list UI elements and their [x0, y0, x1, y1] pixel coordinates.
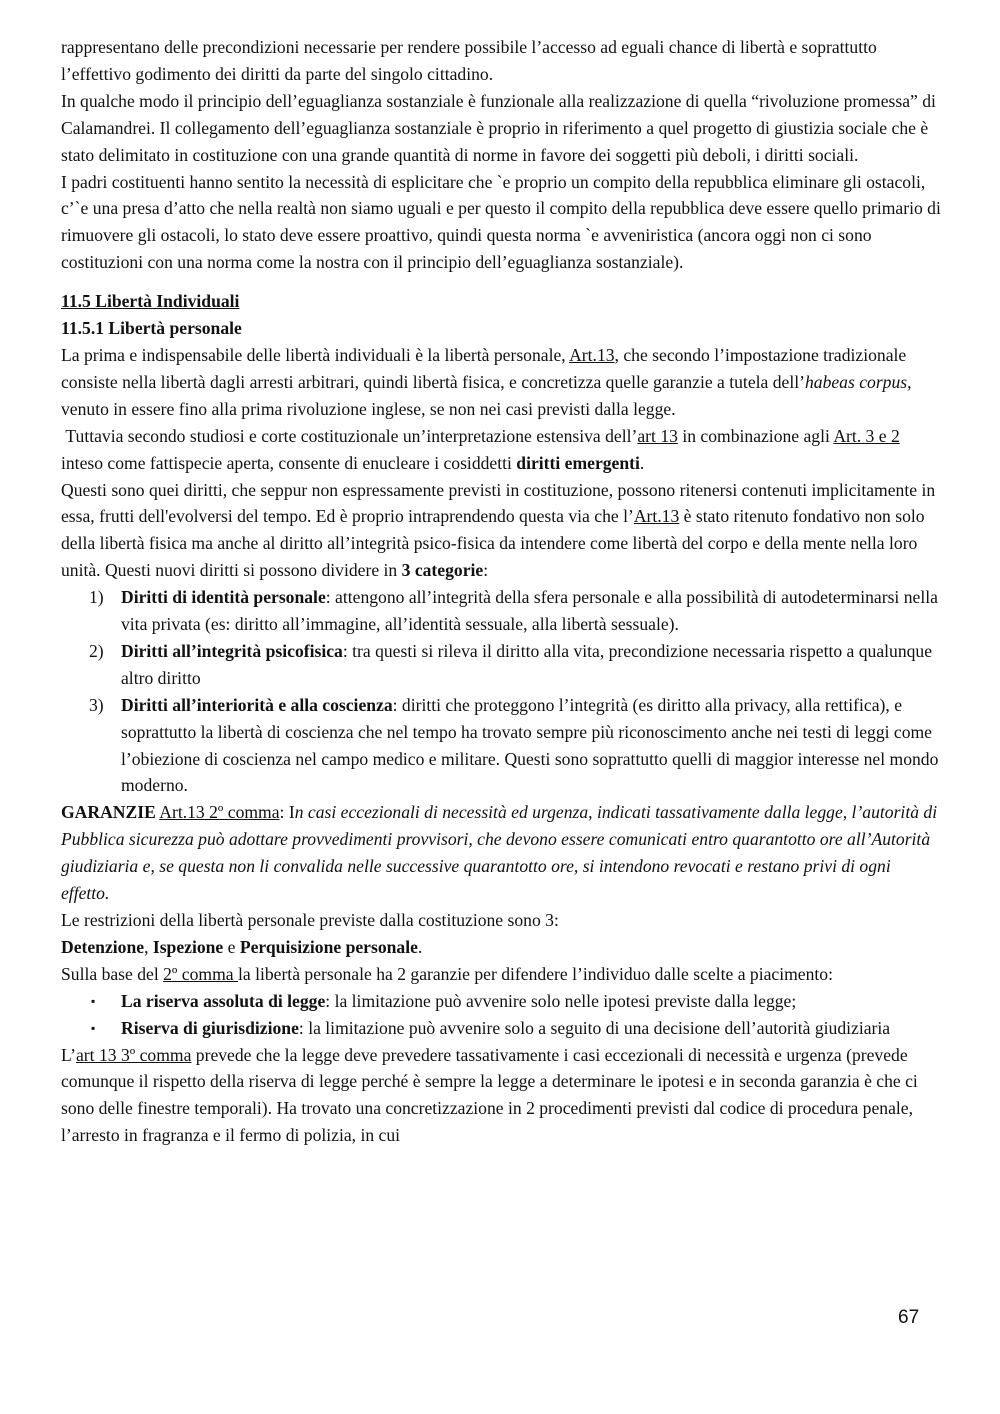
bold-term: Diritti di identità personale [121, 587, 326, 608]
text: Le restrizioni della libertà personale previste dalla costituzione sono 3: [61, 910, 559, 930]
bold-term: La riserva assoluta di legge [121, 990, 326, 1011]
text: e [223, 936, 240, 957]
subsection-heading: 11.5.1 Libertà personale [61, 318, 242, 339]
text: Sulla base del [61, 963, 164, 984]
list-item [61, 988, 941, 1015]
text: In qualche modo il principio dell’eguaglianza sostanziale è funzionale alla realizzazione di quella “rivoluzione promessa” di Calamandrei. Il collegamento dell’eguaglianza sostanziale è proprio in riferimento a quel progetto di giustizia sociale che è stato delimitato in costituzione con una grande quantità di norme in favore dei soggetti più deboli, i diritti sociali. [61, 90, 936, 165]
bold-term: diritti emergenti [516, 452, 640, 473]
page-number: 67 [898, 1307, 920, 1328]
text: in combinazione agli [677, 425, 834, 446]
categories-list [61, 584, 941, 799]
text: prevede che la legge deve prevedere tassativamente i casi eccezionali di necessità e urgenza (prevede comunque il rispetto della riserva di legge perché è sempre la legge a determinare le ipotesi e in seconda garanzia è che ci sono delle finestre temporali). Ha trovato una concretizzazione in 2 procedimenti previsti dal codice di procedura penale, l’arresto in fragranza e il fermo di polizia, in cui [61, 1044, 918, 1146]
paragraph-diritti-emergenti [61, 423, 941, 477]
text: inteso come fattispecie aperta, consente di enucleare i cosiddetti [61, 452, 517, 473]
bold-term: Diritti all’integrità psicofisica [121, 640, 343, 661]
text: : la limitazione può avvenire solo a seguito di una decisione dell’autorità giudiziaria [298, 1017, 891, 1038]
text: rappresentano delle precondizioni necessarie per rendere possibile l’accesso ad eguali chance di libertà e soprattutto l’effettivo godimento dei diritti da parte del singolo cittadino. [61, 37, 877, 84]
list-number: 3) [89, 694, 104, 715]
bold-term: Perquisizione personale [239, 936, 418, 957]
text: . [639, 452, 645, 473]
text: : la limitazione può avvenire solo nelle ipotesi previste dalla legge; [325, 990, 797, 1011]
text: : diritti che proteggono l’integrità (es diritto alla privacy, alla rettifica), e soprattutto la libertà di coscienza che nel tempo ha trovato sempre più riconoscimento anche nei testi di leggi come l’obiezione di coscienza nel campo medico e militare. Questi sono soprattutto quelli di maggior interesse nel mondo moderno. [121, 694, 939, 796]
article-reference: art 13 3º comma [76, 1044, 192, 1065]
list-number: 2) [89, 640, 104, 661]
list-item [61, 692, 941, 800]
paragraph-nuovi-diritti [61, 477, 941, 585]
article-reference: 2º comma [163, 963, 238, 984]
bold-term: GARANZIE [61, 802, 156, 823]
article-reference: Art.13 2º comma [159, 802, 280, 823]
text: Questi sono quei diritti, che seppur non espressamente previsti in costituzione, possono ritenersi contenuti implicitamente in essa, frutti dell'evolversi del tempo. Ed è proprio intraprendendo questa via che l’ [61, 479, 936, 527]
text: la libertà personale ha 2 garanzie per difendere l’individuo dalle scelte a piacimento: [237, 963, 833, 984]
list-item [61, 638, 941, 692]
section-heading: 11.5 Libertà Individuali [61, 291, 240, 312]
text: , [144, 936, 153, 957]
text: è stato ritenuto fondativo non solo della libertà fisica ma anche al diritto all’integrità psico-fisica da intendere come libertà del corpo e della mente nella loro unità. Questi nuovi diritti si possono dividere in [61, 506, 925, 581]
text: : [483, 560, 489, 581]
text: Tuttavia secondo studiosi e corte costituzionale un’interpretazione estensiva dell’ [61, 425, 638, 446]
bold-term: Ispezione [152, 936, 224, 957]
article-reference: Art.13 [569, 344, 615, 365]
italic-term: habeas corpus [804, 371, 908, 392]
paragraph-garanzie [61, 799, 941, 907]
bold-term: Riserva di giurisdizione [121, 1017, 299, 1038]
paragraph-intro [61, 34, 941, 88]
text: : I [279, 802, 295, 823]
article-reference: Art.13 [633, 506, 680, 527]
text: : tra questi si rileva il diritto alla vita, precondizione necessaria rispetto a qualunque altro diritto [121, 640, 933, 688]
text: L’ [61, 1044, 76, 1065]
text: : attengono all’integrità della sfera personale e alla possibilità di autodeterminarsi nella vita privata (es: diritto all’immagine, all’identità sessuale, alla libertà sessuale). [121, 587, 938, 635]
paragraph-calamandrei [61, 88, 941, 169]
text: I padri costituenti hanno sentito la necessità di esplicitare che `e proprio un compito della repubblica eliminare gli ostacoli, c’`e una presa d’atto che nella realtà non siamo uguali e per questo il compito della repubblica deve essere quello primario di rimuovere gli ostacoli, lo stato deve essere proattivo, quindi questa norma `e avveniristica (ancora oggi non ci sono costituzioni con una norma come la nostra con il principio dell’eguaglianza sostanziale). [61, 171, 941, 273]
square-bullet-icon: ▪ [91, 993, 96, 1008]
paragraph-padri-costituenti [61, 169, 941, 277]
bold-term: 3 categorie [401, 560, 484, 581]
bold-term: Diritti all’interiorità e alla coscienza [121, 694, 393, 715]
list-item [61, 584, 941, 638]
text: La prima e indispensabile delle libertà individuali è la libertà personale, [61, 344, 570, 365]
list-item [61, 1015, 941, 1042]
guarantees-list [61, 988, 941, 1042]
document-page [61, 34, 941, 1149]
text: . [417, 936, 423, 957]
bold-term: Detenzione [61, 936, 145, 957]
square-bullet-icon: ▪ [91, 1020, 96, 1035]
italic-quote: n casi eccezionali di necessità ed urgenza, indicati tassativamente dalla legge, l’autorità di Pubblica sicurezza può adottare provvedimenti provvisori, che devono essere comunicati entro quarantotto ore all’Autorità giudiziaria e, se questa non li convalida nelle successive quarantotto ore, si intendono revocati e restano privi di ogni effetto. [61, 802, 938, 904]
paragraph-restrizioni [61, 907, 941, 934]
text: , venuto in essere fino alla prima rivoluzione inglese, se non nei casi previsti dalla legge. [61, 371, 912, 419]
paragraph-liberta-personale [61, 342, 941, 423]
article-reference: Art. 3 e 2 [833, 425, 900, 446]
paragraph-secondo-comma [61, 961, 941, 988]
text: , che secondo l’impostazione tradizionale consiste nella libertà dagli arresti arbitrari, quindi libertà fisica, e concretizza quelle garanzie a tutela dell’ [61, 344, 907, 392]
paragraph-restrizioni-elenco [61, 934, 941, 961]
article-reference: art 13 [637, 425, 678, 446]
list-number: 1) [89, 587, 104, 608]
paragraph-terzo-comma [61, 1042, 941, 1150]
